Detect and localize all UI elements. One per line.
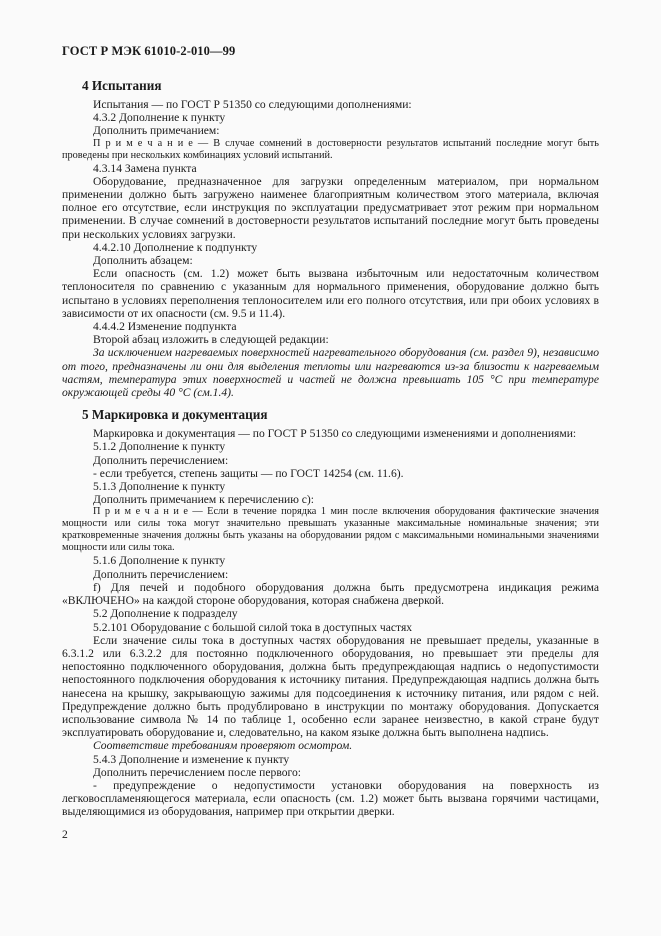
paragraph: Маркировка и документация — по ГОСТ Р 51350 со следующими изменениями и дополнениями: bbox=[93, 427, 577, 441]
document-body bbox=[62, 78, 599, 819]
clause-number: 5.1.3 Дополнение к пункту bbox=[93, 480, 226, 494]
section-heading-tests: 4 Испытания bbox=[82, 78, 162, 93]
clause-number: 4.4.4.2 Изменение подпункта bbox=[93, 320, 237, 334]
italic-paragraph: За исключением нагреваемых поверхностей нагревательного оборудования (см. раздел 9), независимо от того, предназначены ли они для выделения теплоты или нагреваются из-за близости к нагреваемым частям, температура этих поверхностей и частей не должна превышать 105 °С при температуре окружающей среды 40 °С (см.1.4). bbox=[62, 346, 599, 400]
paragraph: Дополнить перечислением после первого: bbox=[93, 765, 301, 779]
section-heading-marking: 5 Маркировка и документация bbox=[82, 407, 268, 423]
clause-number: 5.1.2 Дополнение к пункту bbox=[93, 440, 226, 454]
clause-number: 5.2.101 Оборудование с большой силой тока в доступных частях bbox=[93, 620, 413, 634]
clause-number: 5.4.3 Дополнение и изменение к пункту bbox=[93, 752, 290, 766]
page-number: 2 bbox=[62, 828, 68, 841]
paragraph: Дополнить перечислением: bbox=[93, 453, 229, 467]
paragraph: Если значение силы тока в доступных частях оборудования не превышает пределы, указанные в 6.3.1.2 или 6.3.2.2 для постоянно подключенного оборудования, но превышает эти пределы для непостоянно подключенного оборудования, должна быть предупреждающая надпись о недопустимости непостоянного подключения оборудования к источнику питания. Предупреждающая надпись должна быть нанесена на крышку, закрывающую зажимы для подсоединения к источнику питания, или рядом с ней. Предупреждение должно быть продублировано в инструкции по монтажу оборудования. Допускается использование символа № 14 по таблице 1, особенно если заранее неизвестно, в какой стране будут эксплуатировать оборудование и, следовательно, на каком языке должна быть выполнена надпись. bbox=[62, 633, 599, 740]
paragraph: Второй абзац изложить в следующей редакции: bbox=[93, 333, 329, 347]
clause-number: 4.3.14 Замена пункта bbox=[93, 161, 197, 175]
clause-number: 4.3.2 Дополнение к пункту bbox=[93, 111, 226, 125]
clause-number: 5.1.6 Дополнение к пункту bbox=[93, 554, 226, 568]
clause-number: 4.4.2.10 Дополнение к подпункту bbox=[93, 240, 258, 254]
paragraph: Дополнить абзацем: bbox=[93, 254, 193, 268]
note: П р и м е ч а н и е — Если в течение порядка 1 мин после включения оборудования фактические значения мощности или силы тока могут значительно превышать указанные максимальные номинальные значения; эти кратковременные значения должны быть указаны на оборудовании рядом с максимальными номинальными значениями мощности или силы тока. bbox=[62, 506, 599, 554]
list-item: f) Для печей и подобного оборудования должна быть предусмотрена индикация режима «ВКЛЮЧЕНО» на каждой стороне оборудования, которая снабжена дверкой. bbox=[62, 580, 599, 608]
paragraph: Оборудование, предназначенное для загрузки определенным материалом, при нормальном применении должно быть загружено наименее благоприятным количеством этого материала, включая полное его отсутствие, если инструкция по эксплуатации предусматривает этот режим при нормальном применении. В случае сомнений в достоверности результатов испытаний последние могут быть проведены при нескольких условиях загрузки. bbox=[62, 174, 599, 241]
paragraph: Дополнить примечанием к перечислению с): bbox=[93, 493, 315, 507]
paragraph: Если опасность (см. 1.2) может быть вызвана избыточным или недостаточным количеством теплоносителя по сравнению с указанным для нормального применения, оборудование должно быть испытано в условиях переполнения теплоносителем или его полного отсутствия, или при обоих условиях в зависимости от их опасности (см. 9.5 и 11.4). bbox=[62, 267, 599, 320]
paragraph: Дополнить перечислением: bbox=[93, 567, 229, 581]
paragraph: Дополнить примечанием: bbox=[93, 124, 220, 138]
note: П р и м е ч а н и е — В случае сомнений в достоверности результатов испытаний последние могут быть проведены при нескольких комбинациях условий испытаний. bbox=[62, 137, 599, 161]
list-item: - если требуется, степень защиты — по ГОСТ 14254 (см. 11.6). bbox=[93, 466, 404, 480]
italic-paragraph: Соответствие требованиям проверяют осмотром. bbox=[93, 739, 353, 753]
standard-title: ГОСТ Р МЭК 61010-2-010—99 bbox=[62, 44, 236, 58]
list-item: - предупреждение о недопустимости установки оборудования на поверхность из легковоспламеняющегося материала, если опасность (см. 1.2) может быть вызвана горячими частицами, выделяющимися из оборудования, например при открытии дверки. bbox=[62, 778, 599, 819]
paragraph: Испытания — по ГОСТ Р 51350 со следующими дополнениями: bbox=[93, 98, 412, 111]
clause-number: 5.2 Дополнение к подразделу bbox=[93, 607, 238, 621]
